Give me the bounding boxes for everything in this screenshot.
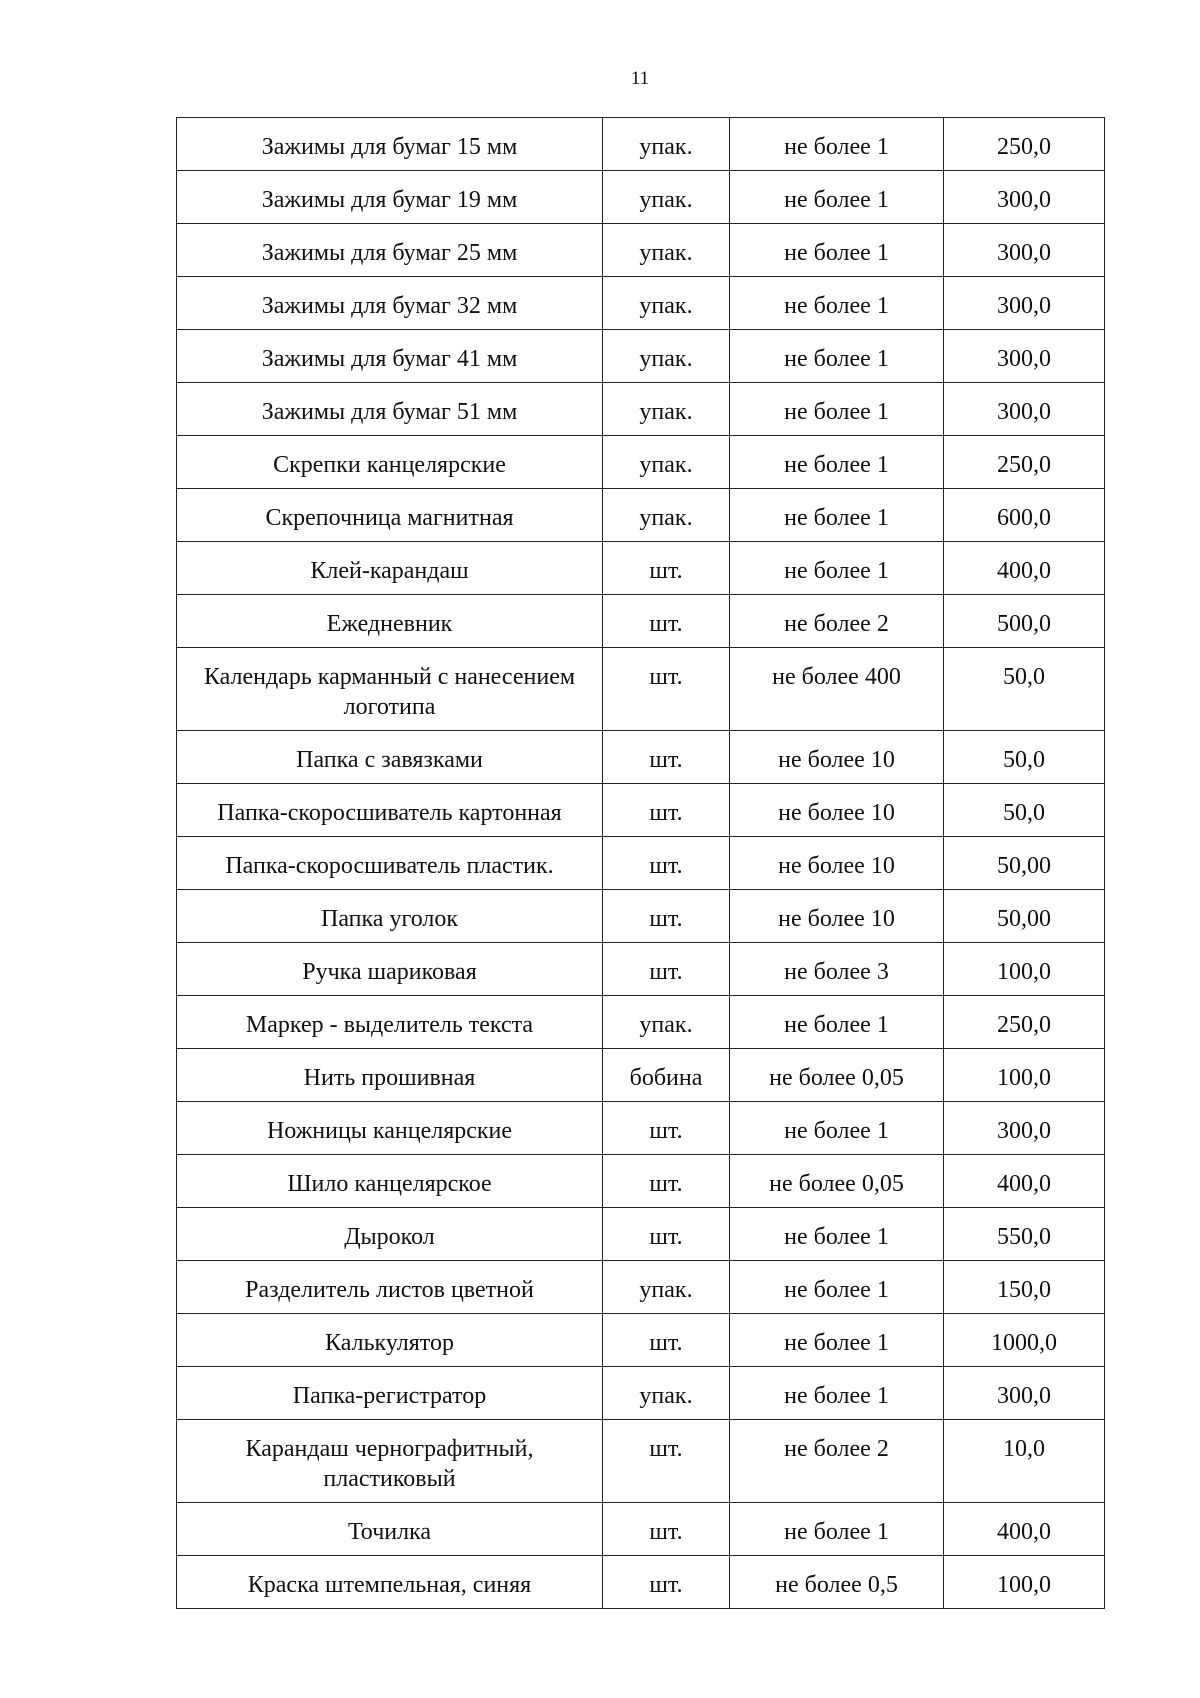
item-name: Папка с завязками bbox=[177, 731, 603, 784]
item-price: 50,00 bbox=[944, 837, 1105, 890]
table-row bbox=[177, 118, 1105, 171]
item-unit: шт. bbox=[603, 542, 730, 595]
item-price: 300,0 bbox=[944, 224, 1105, 277]
item-price: 300,0 bbox=[944, 330, 1105, 383]
table-row bbox=[177, 837, 1105, 890]
item-quantity: не более 0,05 bbox=[730, 1049, 944, 1102]
item-name: Точилка bbox=[177, 1503, 603, 1556]
item-unit: упак. bbox=[603, 277, 730, 330]
item-price: 100,0 bbox=[944, 1556, 1105, 1609]
table-row bbox=[177, 1261, 1105, 1314]
supply-table bbox=[176, 117, 1105, 1609]
item-unit: бобина bbox=[603, 1049, 730, 1102]
item-name: Зажимы для бумаг 19 мм bbox=[177, 171, 603, 224]
item-price: 50,0 bbox=[944, 784, 1105, 837]
item-quantity: не более 0,05 bbox=[730, 1155, 944, 1208]
item-name: Маркер - выделитель текста bbox=[177, 996, 603, 1049]
item-price: 550,0 bbox=[944, 1208, 1105, 1261]
item-unit: упак. bbox=[603, 996, 730, 1049]
item-quantity: не более 1 bbox=[730, 996, 944, 1049]
table-row bbox=[177, 277, 1105, 330]
item-quantity: не более 1 bbox=[730, 542, 944, 595]
item-price: 250,0 bbox=[944, 118, 1105, 171]
item-unit: шт. bbox=[603, 1102, 730, 1155]
table-row bbox=[177, 1556, 1105, 1609]
item-price: 250,0 bbox=[944, 436, 1105, 489]
item-price: 300,0 bbox=[944, 383, 1105, 436]
item-price: 300,0 bbox=[944, 171, 1105, 224]
table-row bbox=[177, 489, 1105, 542]
item-price: 50,0 bbox=[944, 648, 1105, 731]
item-price: 50,0 bbox=[944, 731, 1105, 784]
item-unit: шт. bbox=[603, 1208, 730, 1261]
item-name: Шило канцелярское bbox=[177, 1155, 603, 1208]
table-row bbox=[177, 436, 1105, 489]
item-quantity: не более 1 bbox=[730, 1102, 944, 1155]
item-price: 400,0 bbox=[944, 542, 1105, 595]
item-name: Ежедневник bbox=[177, 595, 603, 648]
item-price: 10,0 bbox=[944, 1420, 1105, 1503]
item-price: 250,0 bbox=[944, 996, 1105, 1049]
item-unit: шт. bbox=[603, 1503, 730, 1556]
item-quantity: не более 1 bbox=[730, 330, 944, 383]
item-quantity: не более 10 bbox=[730, 784, 944, 837]
item-unit: упак. bbox=[603, 1261, 730, 1314]
item-unit: упак. bbox=[603, 489, 730, 542]
item-quantity: не более 10 bbox=[730, 731, 944, 784]
item-name: Разделитель листов цветной bbox=[177, 1261, 603, 1314]
item-quantity: не более 2 bbox=[730, 1420, 944, 1503]
item-price: 400,0 bbox=[944, 1503, 1105, 1556]
item-unit: шт. bbox=[603, 943, 730, 996]
item-quantity: не более 1 bbox=[730, 1503, 944, 1556]
item-name: Зажимы для бумаг 41 мм bbox=[177, 330, 603, 383]
item-name: Зажимы для бумаг 51 мм bbox=[177, 383, 603, 436]
item-price: 100,0 bbox=[944, 1049, 1105, 1102]
item-quantity: не более 1 bbox=[730, 1261, 944, 1314]
item-price: 300,0 bbox=[944, 1367, 1105, 1420]
item-name: Зажимы для бумаг 32 мм bbox=[177, 277, 603, 330]
table-row bbox=[177, 171, 1105, 224]
table-row bbox=[177, 943, 1105, 996]
item-name: Скрепки канцелярские bbox=[177, 436, 603, 489]
item-name: Краска штемпельная, синяя bbox=[177, 1556, 603, 1609]
item-price: 150,0 bbox=[944, 1261, 1105, 1314]
item-unit: шт. bbox=[603, 1556, 730, 1609]
table-row bbox=[177, 648, 1105, 731]
item-name: Карандаш чернографитный, пластиковый bbox=[177, 1420, 603, 1503]
table-row bbox=[177, 731, 1105, 784]
table-row bbox=[177, 1155, 1105, 1208]
item-name: Календарь карманный с нанесением логотипа bbox=[177, 648, 603, 731]
item-price: 1000,0 bbox=[944, 1314, 1105, 1367]
item-unit: упак. bbox=[603, 224, 730, 277]
item-unit: упак. bbox=[603, 118, 730, 171]
item-name: Ножницы канцелярские bbox=[177, 1102, 603, 1155]
item-name: Папка-скоросшиватель картонная bbox=[177, 784, 603, 837]
item-price: 400,0 bbox=[944, 1155, 1105, 1208]
item-quantity: не более 1 bbox=[730, 489, 944, 542]
table-row bbox=[177, 224, 1105, 277]
page-number: 11 bbox=[630, 68, 650, 89]
item-quantity: не более 1 bbox=[730, 436, 944, 489]
item-unit: упак. bbox=[603, 383, 730, 436]
item-unit: шт. bbox=[603, 837, 730, 890]
item-quantity: не более 1 bbox=[730, 277, 944, 330]
item-quantity: не более 0,5 bbox=[730, 1556, 944, 1609]
item-name: Зажимы для бумаг 25 мм bbox=[177, 224, 603, 277]
table-row bbox=[177, 1367, 1105, 1420]
item-unit: шт. bbox=[603, 1155, 730, 1208]
item-name: Папка-регистратор bbox=[177, 1367, 603, 1420]
table-row bbox=[177, 383, 1105, 436]
item-name: Папка-скоросшиватель пластик. bbox=[177, 837, 603, 890]
item-unit: шт. bbox=[603, 731, 730, 784]
item-price: 300,0 bbox=[944, 277, 1105, 330]
item-unit: шт. bbox=[603, 1314, 730, 1367]
item-quantity: не более 1 bbox=[730, 1208, 944, 1261]
item-price: 50,00 bbox=[944, 890, 1105, 943]
item-quantity: не более 400 bbox=[730, 648, 944, 731]
item-unit: упак. bbox=[603, 1367, 730, 1420]
item-unit: шт. bbox=[603, 784, 730, 837]
table-row bbox=[177, 784, 1105, 837]
item-quantity: не более 1 bbox=[730, 383, 944, 436]
item-unit: шт. bbox=[603, 648, 730, 731]
item-name: Нить прошивная bbox=[177, 1049, 603, 1102]
item-name: Зажимы для бумаг 15 мм bbox=[177, 118, 603, 171]
item-price: 300,0 bbox=[944, 1102, 1105, 1155]
table-row bbox=[177, 890, 1105, 943]
item-name: Клей-карандаш bbox=[177, 542, 603, 595]
item-unit: упак. bbox=[603, 436, 730, 489]
item-price: 600,0 bbox=[944, 489, 1105, 542]
table-row bbox=[177, 1420, 1105, 1503]
item-unit: шт. bbox=[603, 595, 730, 648]
item-price: 500,0 bbox=[944, 595, 1105, 648]
table-row bbox=[177, 1314, 1105, 1367]
item-name: Скрепочница магнитная bbox=[177, 489, 603, 542]
item-name: Дырокол bbox=[177, 1208, 603, 1261]
table-row bbox=[177, 542, 1105, 595]
table-row bbox=[177, 1208, 1105, 1261]
item-quantity: не более 10 bbox=[730, 890, 944, 943]
item-quantity: не более 1 bbox=[730, 224, 944, 277]
item-name: Калькулятор bbox=[177, 1314, 603, 1367]
table-row bbox=[177, 330, 1105, 383]
item-name: Папка уголок bbox=[177, 890, 603, 943]
table-row bbox=[177, 1503, 1105, 1556]
table-row bbox=[177, 1102, 1105, 1155]
item-unit: шт. bbox=[603, 890, 730, 943]
item-quantity: не более 1 bbox=[730, 118, 944, 171]
item-price: 100,0 bbox=[944, 943, 1105, 996]
item-unit: шт. bbox=[603, 1420, 730, 1503]
item-unit: упак. bbox=[603, 171, 730, 224]
item-unit: упак. bbox=[603, 330, 730, 383]
item-quantity: не более 1 bbox=[730, 1314, 944, 1367]
item-quantity: не более 2 bbox=[730, 595, 944, 648]
table-row bbox=[177, 595, 1105, 648]
item-quantity: не более 1 bbox=[730, 1367, 944, 1420]
item-quantity: не более 10 bbox=[730, 837, 944, 890]
item-quantity: не более 1 bbox=[730, 171, 944, 224]
table-row bbox=[177, 1049, 1105, 1102]
table-row bbox=[177, 996, 1105, 1049]
item-quantity: не более 3 bbox=[730, 943, 944, 996]
item-name: Ручка шариковая bbox=[177, 943, 603, 996]
